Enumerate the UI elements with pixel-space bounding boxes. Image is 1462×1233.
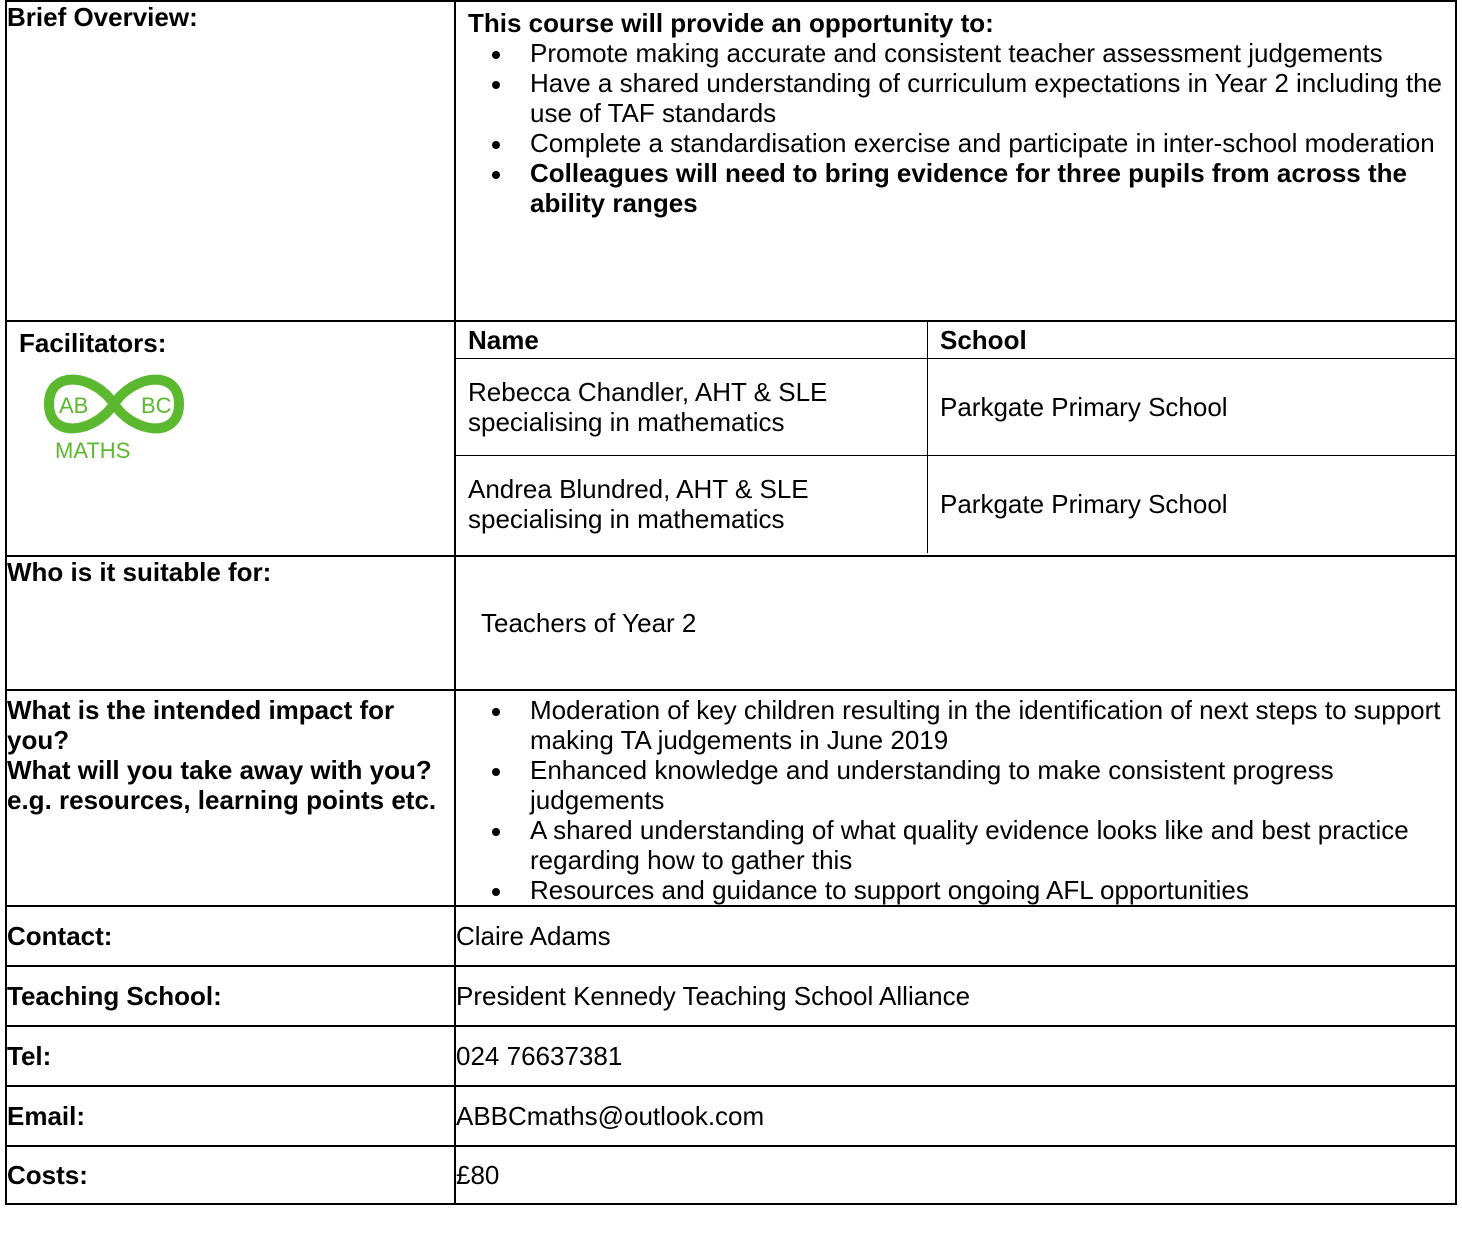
row-suitable xyxy=(6,556,1456,690)
facilitators-label: Facilitators: xyxy=(19,328,167,358)
row-facilitators xyxy=(6,321,1456,556)
costs-value: £80 xyxy=(455,1146,1456,1204)
facilitator-name: Andrea Blundred, AHT & SLE specialising in mathematics xyxy=(456,455,928,553)
facilitator-name: Rebecca Chandler, AHT & SLE specialising in mathematics xyxy=(456,358,928,455)
list-item: Have a shared understanding of curriculum expectations in Year 2 including the use of TAF standards xyxy=(468,68,1443,128)
row-brief-overview xyxy=(6,1,1456,321)
costs-label: Costs: xyxy=(6,1146,455,1204)
logo-text-left: AB xyxy=(59,393,89,418)
suitable-label: Who is it suitable for: xyxy=(6,556,455,690)
list-item: Moderation of key children resulting in the identification of next steps to support making TA judgements in June 2019 xyxy=(468,695,1443,755)
facilitators-table-cell xyxy=(455,321,1456,556)
facilitator-school: Parkgate Primary School xyxy=(928,358,1456,455)
brief-overview-label: Brief Overview: xyxy=(6,1,455,321)
facilitators-header-row xyxy=(456,322,1455,358)
list-item: Enhanced knowledge and understanding to make consistent progress judgements xyxy=(468,755,1443,815)
list-item: A shared understanding of what quality evidence looks like and best practice regarding how to gather this xyxy=(468,815,1443,875)
row-tel xyxy=(6,1026,1456,1086)
facilitator-school: Parkgate Primary School xyxy=(928,455,1456,553)
course-info-table xyxy=(5,0,1457,1205)
email-value[interactable]: ABBCmaths@outlook.com xyxy=(455,1086,1456,1146)
brief-overview-heading: This course will provide an opportunity to: xyxy=(468,8,994,38)
list-item: Colleagues will need to bring evidence for three pupils from across the ability ranges xyxy=(468,158,1443,218)
table-row xyxy=(456,358,1455,455)
impact-label-cell xyxy=(6,690,455,906)
contact-value: Claire Adams xyxy=(455,906,1456,966)
tel-label: Tel: xyxy=(6,1026,455,1086)
facilitators-col-school: School xyxy=(928,322,1456,358)
email-label: Email: xyxy=(6,1086,455,1146)
impact-label-line2: What will you take away with you? e.g. resources, learning points etc. xyxy=(7,755,437,815)
impact-list xyxy=(468,695,1443,905)
row-costs xyxy=(6,1146,1456,1204)
row-email xyxy=(6,1086,1456,1146)
teaching-school-value: President Kennedy Teaching School Alliance xyxy=(455,966,1456,1026)
table-row xyxy=(456,455,1455,553)
logo-text-bottom: MATHS xyxy=(55,438,131,463)
teaching-school-label: Teaching School: xyxy=(6,966,455,1026)
tel-value: 024 76637381 xyxy=(455,1026,1456,1086)
list-item: Complete a standardisation exercise and participate in inter-school moderation xyxy=(468,128,1443,158)
impact-label-line1: What is the intended impact for you? xyxy=(7,695,395,755)
impact-cell xyxy=(455,690,1456,906)
row-teaching-school xyxy=(6,966,1456,1026)
row-impact xyxy=(6,690,1456,906)
contact-label: Contact: xyxy=(6,906,455,966)
facilitators-col-name: Name xyxy=(456,322,928,358)
list-item: Resources and guidance to support ongoing AFL opportunities xyxy=(468,875,1443,905)
abbc-maths-logo xyxy=(29,364,199,464)
row-contact xyxy=(6,906,1456,966)
list-item: Promote making accurate and consistent teacher assessment judgements xyxy=(468,38,1443,68)
facilitators-cell xyxy=(6,321,455,556)
logo-text-right: BC xyxy=(141,393,172,418)
facilitators-table xyxy=(456,322,1455,553)
suitable-value: Teachers of Year 2 xyxy=(455,556,1456,690)
brief-overview-cell xyxy=(455,1,1456,321)
brief-overview-list xyxy=(468,38,1443,218)
